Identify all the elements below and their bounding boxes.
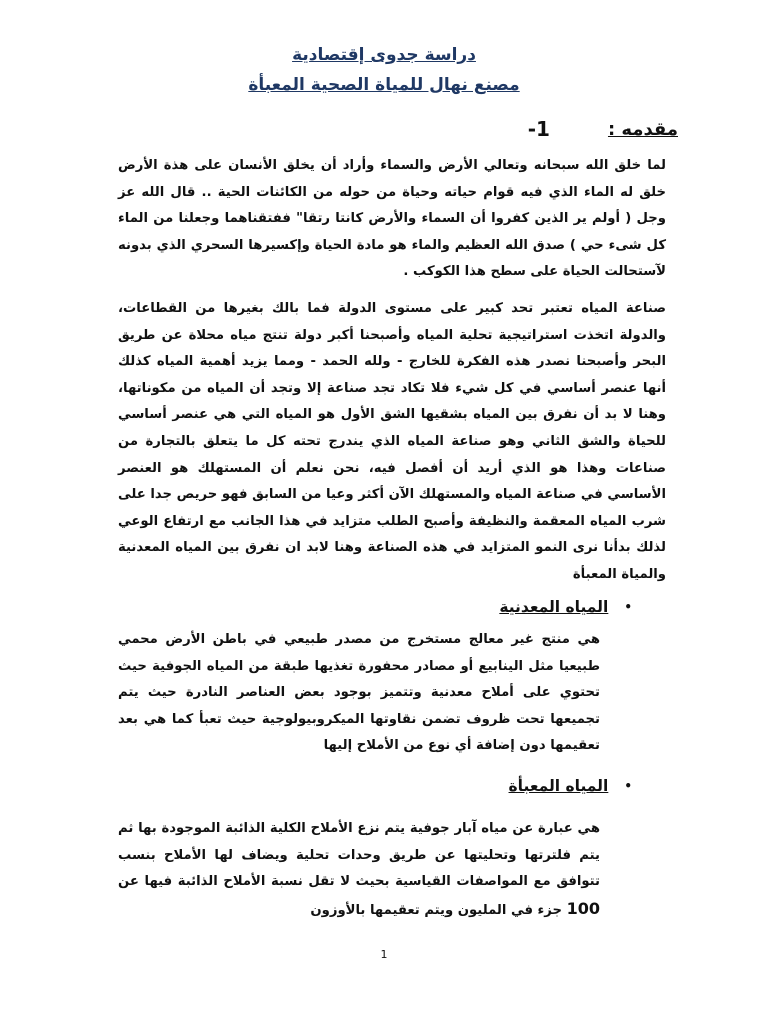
- paragraph-text: هي عبارة عن مياه آبار جوفية يتم نزع الأملاح الكلية الذائبة الموجودة بها ثم يتم فلترتها وتحليتها عن طريق وحدات تحلية ويضاف لها الأملاح بنسب تتوافق مع المواصفات القياسية بحيث لا تقل نسبة الأملاح الذائبة فيها عن: [118, 821, 600, 890]
- title-block: [0, 40, 768, 100]
- document-subtitle: مصنع نهال للمياة الصحية المعبأة: [248, 75, 520, 95]
- intro-paragraph-1: لما خلق الله سبحانه وتعالي الأرض والسماء وأراد أن يخلق الأنسان على هذة الأرض خلق له الماء الذي فيه قوام حياته وحياة من حوله من الكائنات الحية .. قال الله عز وجل ( أولم ير الذين كفروا أن السماء والأرض كانتا رتقا" ففتقناهما وجعلنا من الماء كل شىء حي ) صدق الله العظيم والماء هو مادة الحياة وإكسيرها السحري الذي بدونه لآستحالت الحياة على سطح هذا الكوكب .: [118, 158, 666, 280]
- intro-paragraph-2: صناعة المياه تعتبر تحد كبير على مستوى الدولة فما بالك بغيرها من القطاعات، والدولة اتخذت استراتيجية تحلية المياه وأصبحنا أكبر دولة تنتج مياه محلاة عن طريق البحر وأصبحنا نصدر هذه الفكرة للخارج - ولله الحمد - ومما يزيد أهمية المياه كذلك أنها عنصر أساسي في كل شيء فلا تكاد تجد صناعة إلا وتجد أن المياه من مكوناتها، وهنا لا بد أن نفرق بين المياه بشقيها الشق الأول هو المياه التي هي عنصر أساسي للحياة والشق الثاني وهو صناعة المياه الذي يندرج تحته كل ما يتعلق بالتجارة من صناعات وهذا هو الذي أريد أن أفصل فيه، نحن نعلم أن المستهلك هو العنصر الأساسي في صناعة المياه والمستهلك الآن أكثر وعيا من السابق فهو حريص جدا على شرب المياه المعقمة والنظيفة وأصبح الطلب متزايد في هذا الجانب مع ارتفاع الوعي لذلك بدأنا نرى النمو المتزايد في هذه الصناعة وهنا لابد ان نفرق بين المياه المعدنية والمياة المعبأة: [118, 301, 666, 582]
- bottled-water-paragraph: [118, 816, 600, 924]
- bullet-dot-icon: •: [624, 600, 632, 614]
- bullet-dot-icon: •: [624, 779, 632, 793]
- ppm-value: 100: [566, 898, 600, 918]
- section-title: مقدمه :: [607, 118, 678, 140]
- section-number: -1: [527, 117, 550, 141]
- bullet-label: المياه المعبأة: [508, 777, 609, 795]
- paragraph-text: جزء في المليون ويتم تعقيمها بالأوزون: [310, 902, 562, 918]
- bullet-bottled-water: [509, 777, 632, 795]
- section-heading: [78, 117, 678, 141]
- bullet-mineral-water: [499, 598, 632, 616]
- document-title: دراسة جدوى إقتصادية: [292, 45, 476, 65]
- bullet-label: المياه المعدنية: [499, 598, 609, 616]
- mineral-water-paragraph: هي منتج غير معالج مستخرج من مصدر طبيعي في باطن الأرض محمي طبيعيا مثل الينابيع أو مصادر محفورة تغذيها طبقة من المياه الجوفية حيث تحتوي على أملاح معدنية وتتميز بوجود بعض العناصر النادرة حيث يتم تجميعها تحت ظروف تضمن نقاوتها الميكروبيولوجية حيث تعبأ كما هي بعد تعقيمها دون إضافة أي نوع من الأملاح إليها: [118, 632, 600, 754]
- page-number: 1: [380, 948, 388, 961]
